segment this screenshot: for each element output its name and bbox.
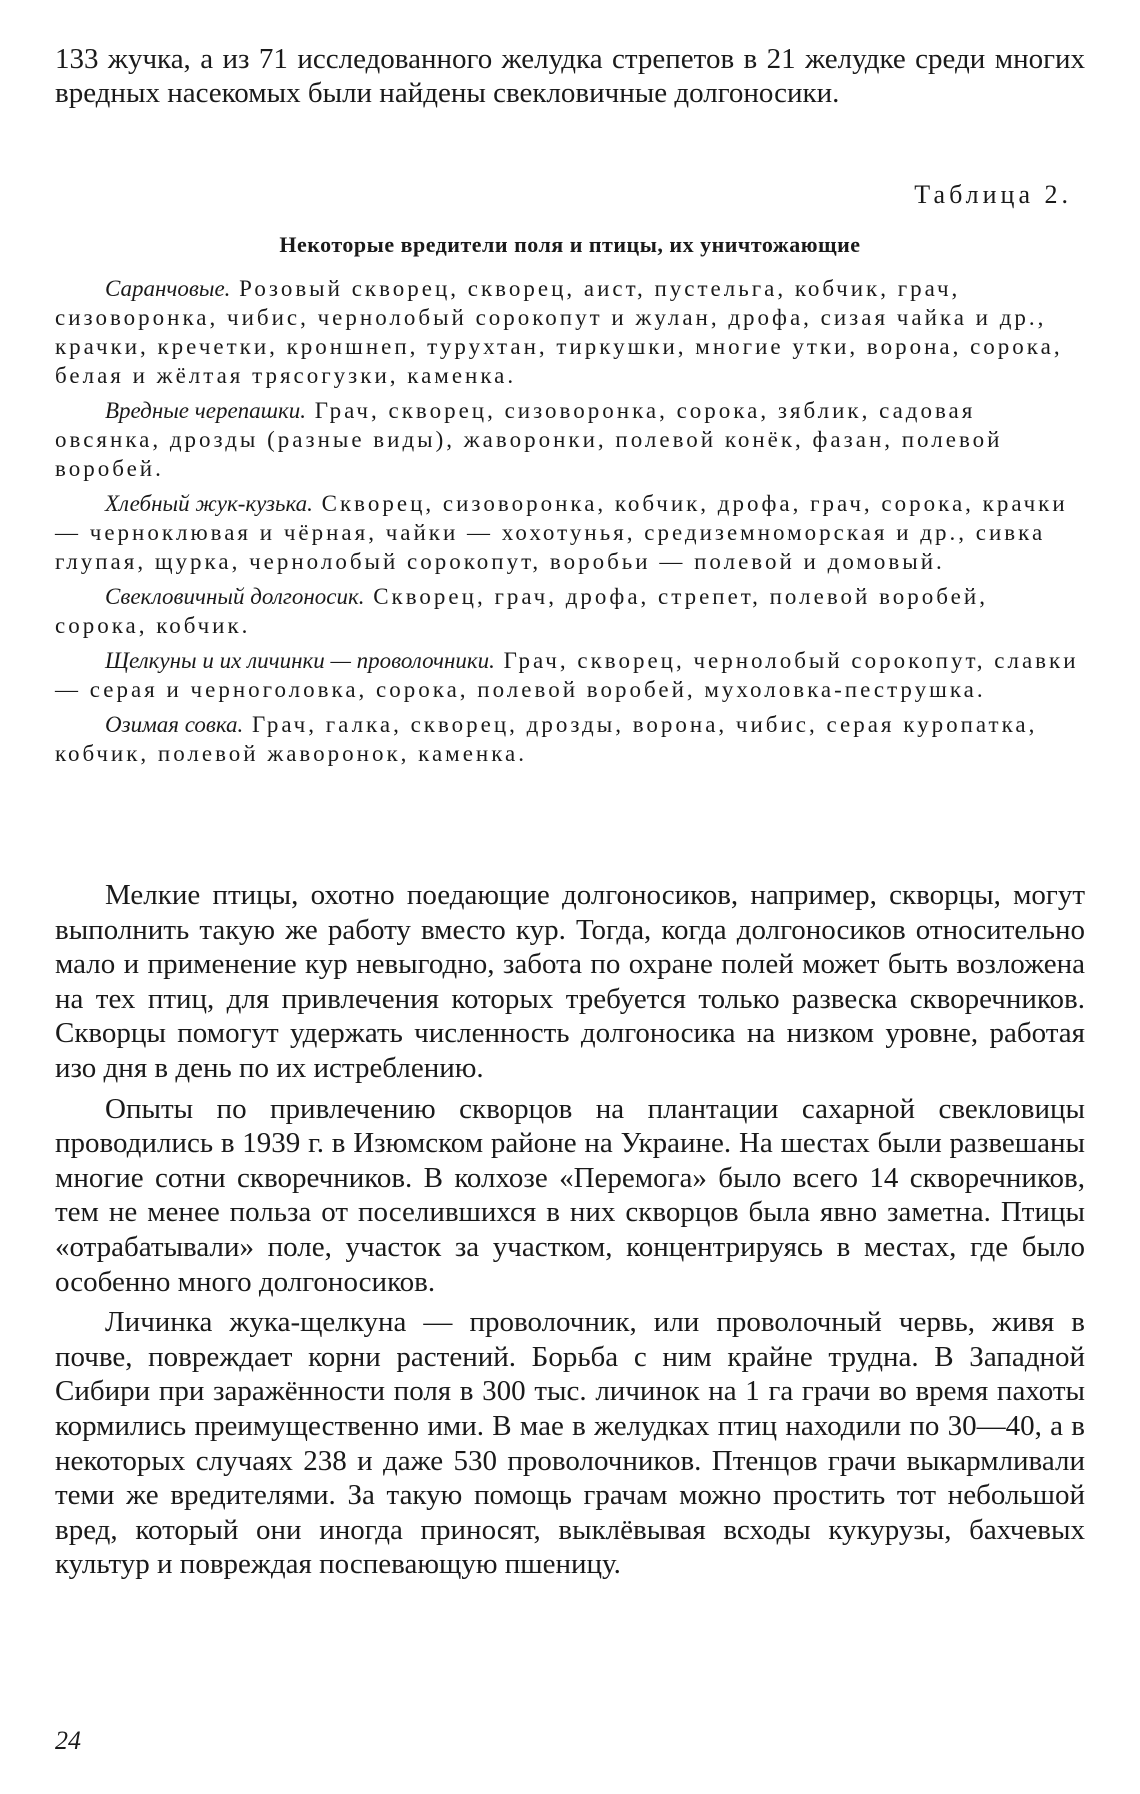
entry-pest-label: Свекловичный долгоносик.	[105, 584, 365, 609]
table-entry	[55, 274, 1085, 390]
table-entry	[55, 489, 1085, 576]
page-number: 24	[55, 1726, 81, 1755]
entry-pest-label: Озимая совка.	[105, 712, 244, 737]
entry-birds-text: Скворец, сизоворонка, кобчик, дрофа, грач, сорока, крачки — черноклювая и чёрная, чайки — хохотунья, средиземноморская и др., сивка глупая, щурка, чернолобый сорокопут, воробьи — полевой и домовый.	[55, 491, 1068, 574]
entry-pest-label: Хлебный жук-кузька.	[105, 491, 313, 516]
entry-birds-text: Грач, скворец, сизоворонка, сорока, зяблик, садовая овсянка, дрозды (разные виды), жаворонки, полевой конёк, фазан, полевой воробей.	[55, 398, 1003, 481]
body-paragraph: Личинка жука-щелкуна — проволочник, или проволочный червь, живя в почве, повреждает корни растений. Борьба с ним крайне трудна. В Западной Сибири при заражённости поля в 300 тыс. личинок на 1 га грачи во время пахоты кормились преимущественно ими. В мае в желудках птиц находили по 30—40, а в некоторых случаях 238 и даже 530 проволочников. Птенцов грачи выкармливали теми же вредителями. За такую помощь грачам можно простить тот небольшой вред, который они иногда приносят, выклёвывая всходы кукурузы, бахчевых культур и повреждая поспевающую пшеницу.	[55, 1306, 1085, 1581]
body-paragraph: Опыты по привлечению скворцов на плантации сахарной свекловицы проводились в 1939 г. в Изюмском районе на Украине. На шестах были развешаны многие сотни скворечников. В колхозе «Перемога» было всего 14 скворечников, тем не менее польза от поселившихся в них скворцов была явно заметна. Птицы «отрабатывали» поле, участок за участком, концентрируясь в местах, где было особенно много долгоносиков.	[55, 1092, 1085, 1298]
table-label: Таблица 2.	[914, 180, 1072, 209]
entry-birds-text: Розовый скворец, скворец, аист, пустельга, кобчик, грач, сизоворонка, чибис, чернолобый сорокопут и жулан, дрофа, сизая чайка и др., крачки, кречетки, кроншнеп, турухтан, тиркушки, многие утки, ворона, сорока, белая и жёлтая трясогузки, каменка.	[55, 276, 1063, 388]
entry-pest-label: Щелкуны и их личинки — проволочники.	[105, 648, 495, 673]
entry-birds-text: Грач, галка, скворец, дрозды, ворона, чибис, серая куропатка, кобчик, полевой жаворонок, каменка.	[55, 712, 1038, 766]
body-paragraph: Мелкие птицы, охотно поедающие долгоносиков, например, скворцы, могут выполнить такую же работу вместо кур. Тогда, когда долгоносиков относительно мало и применение кур невыгодно, забота по охране полей может быть возложена на тех птиц, для привлечения которых требуется только развеска скворечников. Скворцы помогут удержать численность долгоносика на низком уровне, работая изо дня в день по их истреблению.	[55, 879, 1085, 1084]
entry-birds-text: Грач, скворец, чернолобый сорокопут, славки — серая и черноголовка, сорока, полевой воробей, мухоловка-пеструшка.	[55, 648, 1079, 702]
table-entry	[55, 646, 1085, 704]
entry-pest-label: Вредные черепашки.	[105, 398, 307, 423]
entry-birds-text: Скворец, грач, дрофа, стрепет, полевой воробей, сорока, кобчик.	[55, 584, 988, 638]
table-title: Некоторые вредители поля и птицы, их уничтожающие	[279, 232, 861, 257]
pest-bird-table	[55, 274, 1085, 774]
table-entry	[55, 396, 1085, 483]
table-entry	[55, 710, 1085, 768]
table-entry	[55, 582, 1085, 640]
body-text	[55, 878, 1085, 1588]
entry-pest-label: Саранчовые.	[105, 276, 231, 301]
top-paragraph: 133 жучка, а из 71 исследованного желудка стрепетов в 21 желудке среди многих вредных насекомых были найдены свекловичные долгоносики.	[55, 43, 1085, 109]
